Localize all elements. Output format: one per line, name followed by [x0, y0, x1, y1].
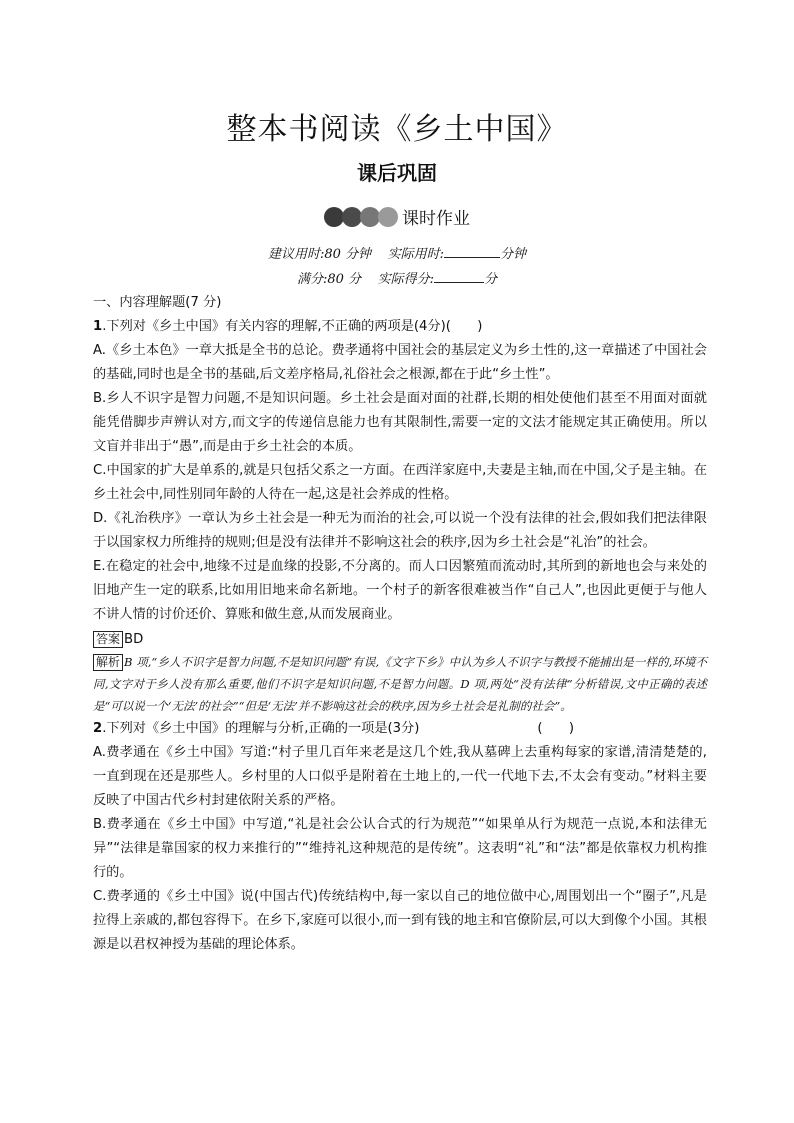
homework-label: 课时作业 — [402, 209, 470, 229]
actual-score-unit: 分 — [483, 272, 497, 287]
section-heading: 一、内容理解题(7 分) — [93, 295, 222, 310]
explanation-tag: 解析 — [93, 654, 123, 671]
actual-time-blank[interactable] — [444, 245, 500, 258]
actual-time-unit: 分钟 — [499, 247, 526, 262]
actual-time-label: 实际用时: — [387, 247, 444, 262]
q1-option-a: A.《乡土本色》一章大抵是全书的总论。费孝通将中国社会的基层定义为乡土性的,这一章描述了中国社会的基础,同时也是全书的基础,后文差序格局,礼俗社会之根源,都在于此“乡土性”。 — [93, 343, 707, 382]
full-score: 满分:80 分 — [297, 272, 362, 287]
q2-option-b: B.费孝通在《乡土中国》中写道,“礼是社会公认合式的行为规范”“如果单从行为规范一点说,本和法律无异”“法律是靠国家的权力来推行的”“维持礼这种规范的是传统”。这表明“礼”和“法”都是依靠权力机构推行的。 — [93, 817, 707, 880]
question-1-stem: 1.下列对《乡土中国》有关内容的理解,不正确的两项是(4分)( ) — [93, 319, 483, 334]
dots-icon — [324, 207, 396, 227]
content — [93, 293, 707, 957]
q1-option-d: D.《礼治秩序》一章认为乡土社会是一种无为而治的社会,可以说一个没有法律的社会,假如我们把法律限于以国家权力所维持的规则;但是没有法律并不影响这社会的秩序,因为乡土社会是“礼治”的社会。 — [93, 511, 707, 550]
q1-option-e: E.在稳定的社会中,地缘不过是血缘的投影,不分离的。而人口因繁殖而流动时,其所到的新地也会与来处的旧地产生一定的联系,比如用旧地来命名新地。一个村子的新客很难被当作“自己人”,也因此更便于与他人不讲人情的讨价还价、算账和做生意,从而发展商业。 — [93, 559, 707, 622]
q1-option-b: B.乡人不识字是智力问题,不是知识问题。乡土社会是面对面的社群,长期的相处使他们甚至不用面对面就能凭借脚步声辨认对方,而文字的传递信息能力也有其限制性,需要一定的文法才能规定其正确使用。所以文盲并非出于“愚”,而是由于乡土社会的本质。 — [93, 391, 707, 454]
homework-banner — [0, 204, 794, 229]
q1-answer: 答案 BD — [93, 629, 707, 651]
time-info — [0, 243, 794, 262]
page-subtitle: 课后巩固 — [357, 161, 437, 185]
q1-explanation: 解析 B 项,“乡人不识字是智力问题,不是知识问题”有误,《文字下乡》中认为乡人不识字与教授不能捕出是一样的,环境不同,文字对于乡人没有那么重要,他们不识字是知识问题,不是智力问题。D 项,两处“没有法律”分析错误,文中正确的表述是“可以说一个‘无法’的社会”“但是‘无法’并不影响这社会的秩序,因为乡土社会是礼制的社会”。 — [93, 655, 707, 713]
q2-option-a: A.费孝通在《乡土中国》写道:“村子里几百年来老是这几个姓,我从墓碑上去重构每家的家谱,清清楚楚的,一直到现在还是那些人。乡村里的人口似乎是附着在土地上的,一代一代地下去,不太会有变动。”材料主要反映了中国古代乡村封建依附关系的严格。 — [93, 745, 707, 808]
actual-score-blank[interactable] — [434, 270, 484, 283]
suggested-time: 建议用时:80 分钟 — [268, 247, 372, 262]
question-2-stem: 2.下列对《乡土中国》的理解与分析,正确的一项是(3分) ( ) — [93, 721, 575, 736]
q1-option-c: C.中国家的扩大是单系的,就是只包括父系之一方面。在西洋家庭中,夫妻是主轴,而在中国,父子是主轴。在乡土社会中,同性别同年龄的人待在一起,这是社会养成的性格。 — [93, 463, 707, 502]
actual-score-label: 实际得分: — [377, 272, 434, 287]
score-info — [0, 268, 794, 287]
q2-option-c: C.费孝通的《乡土中国》说(中国古代)传统结构中,每一家以自己的地位做中心,周围划出一个“圈子”,凡是拉得上亲戚的,都包容得下。在乡下,家庭可以很小,而一到有钱的地主和官僚阶层,可以大到像个小国。其根源是以君权神授为基础的理论体系。 — [93, 889, 707, 952]
answer-tag: 答案 — [93, 631, 123, 648]
page-title: 整本书阅读《乡土中国》 — [226, 112, 568, 147]
